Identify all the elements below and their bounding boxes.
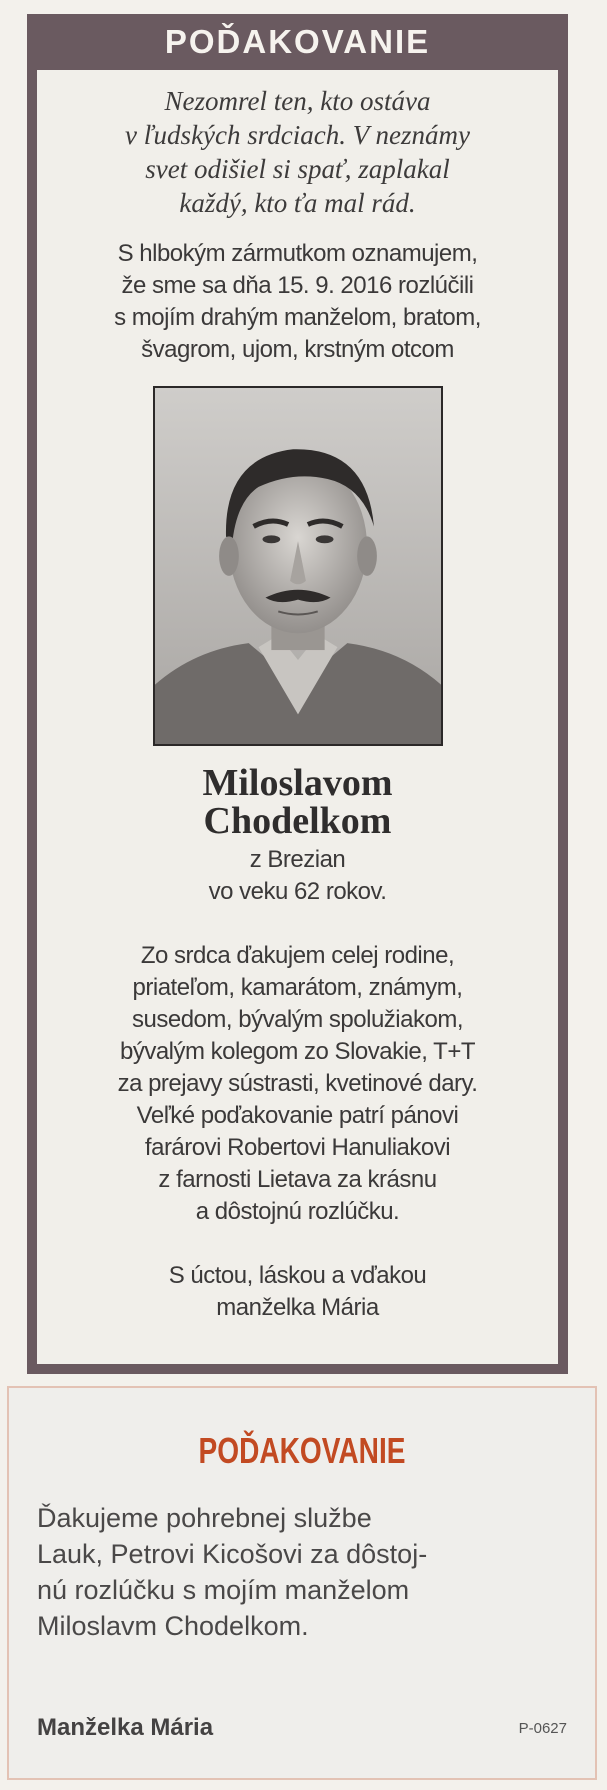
signature-name: manželka Mária [216, 1294, 379, 1321]
announcement-text [37, 238, 558, 366]
body-line: nú rozlúčku s mojím manželom [37, 1575, 410, 1605]
thanks-line: farárovi Robertovi Hanuliakovi [144, 1134, 451, 1161]
poem-line: v ľudských srdciach. V neznámy [125, 120, 470, 150]
memorial-poem [37, 84, 558, 220]
thanks-text [37, 940, 558, 1228]
thanks-notice [7, 1386, 597, 1780]
thanks-line: susedom, bývalým spolužiakom, [132, 1006, 463, 1033]
body-line: Miloslavm Chodelkom. [37, 1611, 309, 1641]
thanks-line: a dôstojnú rozlúčku. [195, 1198, 400, 1225]
ad-code: P-0627 [518, 1720, 567, 1737]
poem-line: každý, kto ťa mal rád. [179, 188, 416, 218]
signature [37, 1260, 558, 1324]
body-line: Lauk, Petrovi Kicošovi za dôstoj- [37, 1539, 428, 1569]
age-line: vo veku 62 rokov. [208, 878, 387, 905]
announcement-line: že sme sa dňa 15. 9. 2016 rozlúčili [121, 272, 474, 299]
body-line: Ďakujeme pohrebnej službe [37, 1503, 372, 1533]
announcement-line: švagrom, ujom, krstným otcom [141, 336, 454, 363]
signer-name: Manželka Mária [37, 1714, 214, 1741]
signature-line: S úctou, láskou a vďakou [168, 1262, 427, 1289]
notice-header: POĎAKOVANIE [198, 1430, 406, 1471]
deceased-first-name: Miloslavom [202, 762, 393, 804]
thanks-line: Zo srdca ďakujem celej rodine, [140, 942, 455, 969]
origin-line: z Brezian [249, 846, 346, 873]
deceased-last-name: Chodelkom [203, 800, 392, 842]
poem-line: svet odišiel si spať, zaplakal [145, 154, 450, 184]
origin-text [37, 844, 558, 908]
poem-line: Nezomrel ten, kto ostáva [164, 86, 431, 116]
thanks-line: bývalým kolegom zo Slovakie, T+T [119, 1038, 476, 1065]
thanks-line: za prejavy sústrasti, kvetinové dary. [117, 1070, 478, 1097]
portrait-image [155, 388, 441, 744]
announcement-line: s mojím drahým manželom, bratom, [114, 304, 481, 331]
notice-header: POĎAKOVANIE [37, 14, 558, 70]
obituary-notice [27, 14, 568, 1374]
portrait-photo [153, 386, 443, 746]
thanks-body [37, 1500, 595, 1644]
thanks-line: priateľom, kamarátom, známym, [132, 974, 463, 1001]
deceased-name [37, 764, 558, 840]
thanks-line: Veľké poďakovanie patrí pánovi [136, 1102, 459, 1129]
announcement-line: S hlbokým zármutkom oznamujem, [117, 240, 478, 267]
thanks-line: z farnosti Lietava za krásnu [158, 1166, 437, 1193]
